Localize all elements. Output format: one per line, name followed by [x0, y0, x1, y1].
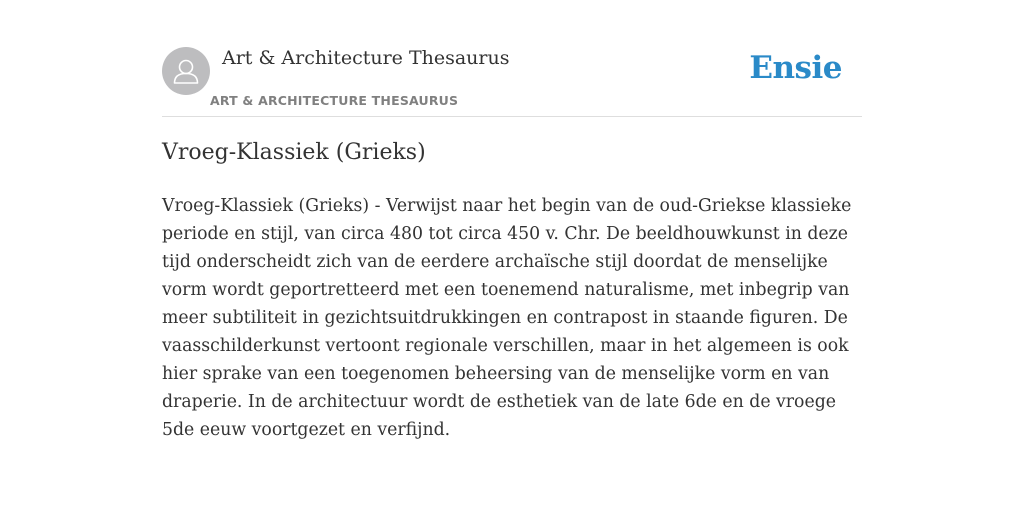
ensie-logo[interactable]: Ensie: [749, 50, 842, 86]
avatar[interactable]: [162, 47, 210, 95]
author-name[interactable]: Art & Architecture Thesaurus: [222, 47, 510, 69]
definition-text: Vroeg-Klassiek (Grieks) - Verwijst naar het begin van de oud-Griekse klassieke periode en stijl, van circa 480 tot circa 450 v. Chr. De beeldhouwkunst in deze tijd onderscheidt zich van de eerdere archaïsche stijl doordat de menselijke vorm wordt geportretteerd met een toenemend naturalisme, met inbegrip van meer subtiliteit in gezichtsuitdrukkingen en contrapost in staande figuren. De vaasschilderkunst vertoont regionale verschillen, maar in het algemeen is ook hier sprake van een toegenomen beheersing van de menselijke vorm en van draperie. In de architectuur wordt de esthetiek van de late 6de en de vroege 5de eeuw voortgezet en verfijnd.: [162, 196, 852, 440]
category-label[interactable]: ART & ARCHITECTURE THESAURUS: [210, 93, 459, 108]
user-icon: [162, 47, 210, 95]
page-title: Vroeg-Klassiek (Grieks): [162, 140, 426, 165]
header: [162, 40, 862, 117]
